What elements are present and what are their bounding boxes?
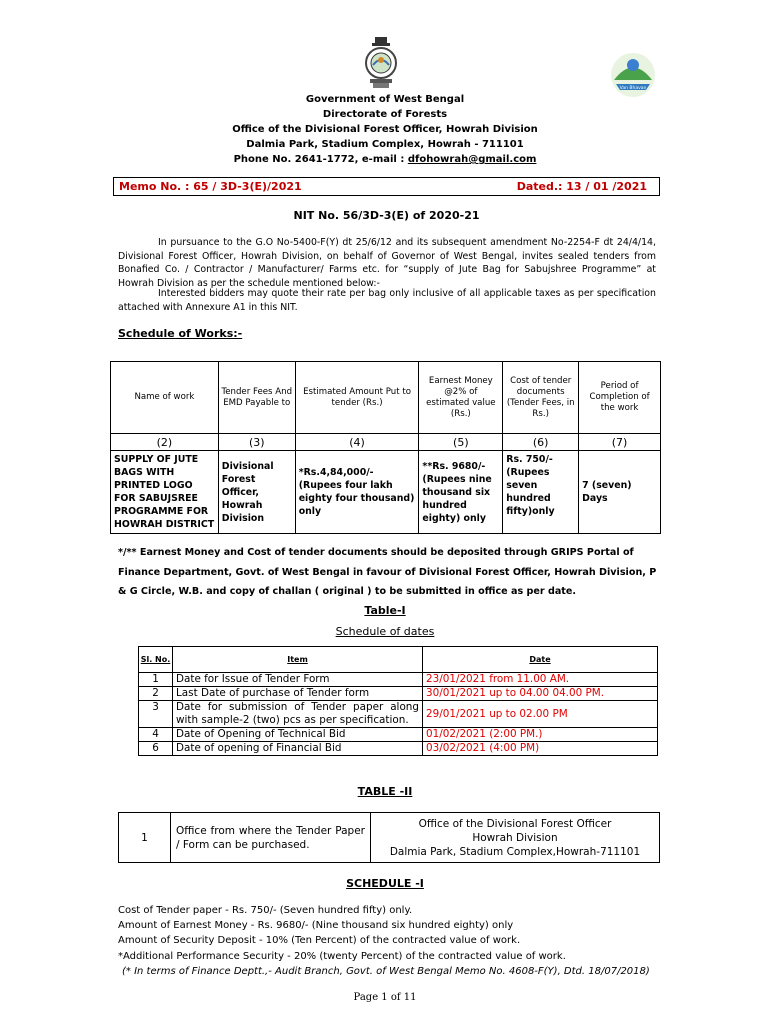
office-line: Howrah Division xyxy=(472,831,558,844)
state-emblem-icon xyxy=(361,35,401,91)
sl-header: Sl. No. xyxy=(139,647,173,673)
header-cell: Earnest Money @2% of estimated value (Rs.) xyxy=(419,362,503,434)
office-table xyxy=(118,812,660,863)
column-number: (2) xyxy=(111,434,219,451)
schedule-of-works-table xyxy=(110,361,661,534)
sl-cell: 2 xyxy=(139,687,173,701)
table-1-title: Table-I xyxy=(364,604,406,617)
logo-text: Van Bhavan xyxy=(619,86,647,91)
header-line xyxy=(110,152,660,167)
work-name-cell: SUPPLY OF JUTE BAGS WITH PRINTED LOGO FOR SABUJSREE PROGRAMME FOR HOWRAH DISTRICT xyxy=(111,451,219,534)
schedule-line: Cost of Tender paper - Rs. 750/- (Seven hundred fifty) only. xyxy=(118,905,413,916)
nit-title: NIT No. 56/3D-3(E) of 2020-21 xyxy=(293,209,480,222)
header-cell: Name of work xyxy=(111,362,219,434)
sl-cell: 1 xyxy=(119,813,171,863)
column-number: (5) xyxy=(419,434,503,451)
schedule-of-works-title: Schedule of Works:- xyxy=(118,327,243,340)
sl-cell: 1 xyxy=(139,673,173,687)
sl-cell: 4 xyxy=(139,728,173,742)
memo-box xyxy=(113,177,660,196)
date-cell: 29/01/2021 up to 02.00 PM xyxy=(423,701,658,728)
phone-text: Phone No. 2641-1772, e-mail : xyxy=(233,154,408,165)
table-row xyxy=(139,728,658,742)
date-header: Date xyxy=(423,647,658,673)
page-number: Page 1 of 11 xyxy=(353,992,417,1003)
intro-text: In pursuance to the G.O No-5400-F(Y) dt 25/6/12 and its subsequent amendment No-2254-F dt 24/4/14, Divisional Forest Officer, Howrah Division, on behalf of Governor of West Bengal, invites sealed tenders from Bonafied Co. / Contractor / Manufacturer/ Farms etc. for “supply of Jute Bag for Sabujshree Programme” at Howrah Division as per the schedule mentioned below:- xyxy=(118,237,656,289)
earnest-money-cell: **Rs. 9680/- (Rupees nine thousand six hundred eighty) only xyxy=(419,451,503,534)
completion-period-cell: 7 (seven) Days xyxy=(579,451,661,534)
letterhead xyxy=(110,92,660,167)
column-number: (3) xyxy=(218,434,295,451)
schedule-line: *Additional Performance Security - 20% (twenty Percent) of the contracted value of work. xyxy=(118,950,566,962)
date-cell: 01/02/2021 (2:00 PM.) xyxy=(423,728,658,742)
table-row xyxy=(139,687,658,701)
column-number: (4) xyxy=(295,434,419,451)
header-line: Directorate of Forests xyxy=(322,109,448,120)
table-row xyxy=(139,742,658,756)
estimated-amount-cell: *Rs.4,84,000/- (Rupees four lakh eighty four thousand) only xyxy=(295,451,419,534)
item-header: Item xyxy=(173,647,423,673)
payable-to-cell: Divisional Forest Officer, Howrah Division xyxy=(218,451,295,534)
schedule-1-title: SCHEDULE -I xyxy=(346,877,424,890)
header-line: Government of West Bengal xyxy=(305,94,465,105)
schedule-line: Amount of Earnest Money - Rs. 9680/- (Nine thousand six hundred eighty) only xyxy=(118,920,514,932)
item-cell: Date of Opening of Technical Bid xyxy=(173,728,423,742)
item-cell: Office from where the Tender Paper / Form can be purchased. xyxy=(171,813,371,863)
column-number: (6) xyxy=(503,434,579,451)
date-cell: 30/01/2021 up to 04.00 04.00 PM. xyxy=(423,687,658,701)
sl-cell: 6 xyxy=(139,742,173,756)
item-cell: Date for Issue of Tender Form xyxy=(173,673,423,687)
header-cell: Tender Fees And EMD Payable to xyxy=(218,362,295,434)
sl-cell: 3 xyxy=(139,701,173,728)
date-cell: 03/02/2021 (4:00 PM) xyxy=(423,742,658,756)
office-address-cell xyxy=(371,813,660,863)
schedule-1-list xyxy=(118,903,663,979)
intro-paragraph xyxy=(118,236,656,290)
table-row xyxy=(139,701,658,728)
header-cell: Period of Completion of the work xyxy=(579,362,661,434)
header-cell: Cost of tender documents (Tender Fees, in Rs.) xyxy=(503,362,579,434)
payment-note: */** Earnest Money and Cost of tender documents should be deposited through GRIPS Portal of Finance Department, Govt. of West Bengal in favour of Divisional Forest Officer, Howrah Division, P & G Circle, W.B. and copy of challan ( original ) to be submitted in office as per date. xyxy=(118,547,657,597)
schedule-of-dates-table xyxy=(138,646,658,756)
item-cell: Date of opening of Financial Bid xyxy=(173,742,423,756)
memo-date: Dated.: 13 / 01 /2021 xyxy=(516,180,647,193)
bidders-paragraph xyxy=(118,287,656,314)
bidders-text: Interested bidders may quote their rate per bag only inclusive of all applicable taxes as per specification attached with Annexure A1 in this NIT. xyxy=(118,288,656,313)
tender-cost-cell: Rs. 750/- (Rupees seven hundred fifty)only xyxy=(503,451,579,534)
header-line: Office of the Divisional Forest Officer, Howrah Division xyxy=(232,124,538,135)
header-line: Dalmia Park, Stadium Complex, Howrah - 711101 xyxy=(246,139,524,150)
finance-reference: (* In terms of Finance Deptt.,- Audit Branch, Govt. of West Bengal Memo No. 4608-F(Y), Dtd. 18/07/2018) xyxy=(122,965,650,977)
schedule-of-dates-title: Schedule of dates xyxy=(335,625,435,638)
email-link[interactable]: dfohowrah@gmail.com xyxy=(407,154,537,165)
header-cell: Estimated Amount Put to tender (Rs.) xyxy=(295,362,419,434)
table-row xyxy=(139,673,658,687)
table-2-title: TABLE -II xyxy=(357,785,413,798)
office-line: Office of the Divisional Forest Officer xyxy=(418,817,612,830)
date-cell: 23/01/2021 from 11.00 AM. xyxy=(423,673,658,687)
column-number: (7) xyxy=(579,434,661,451)
memo-number: Memo No. : 65 / 3D-3(E)/2021 xyxy=(119,180,302,193)
item-cell: Date for submission of Tender paper along with sample-2 (two) pcs as per specification. xyxy=(173,701,423,728)
office-line: Dalmia Park, Stadium Complex,Howrah-711101 xyxy=(389,845,641,858)
schedule-line: Amount of Security Deposit - 10% (Ten Percent) of the contracted value of work. xyxy=(118,935,521,947)
item-cell: Last Date of purchase of Tender form xyxy=(173,687,423,701)
